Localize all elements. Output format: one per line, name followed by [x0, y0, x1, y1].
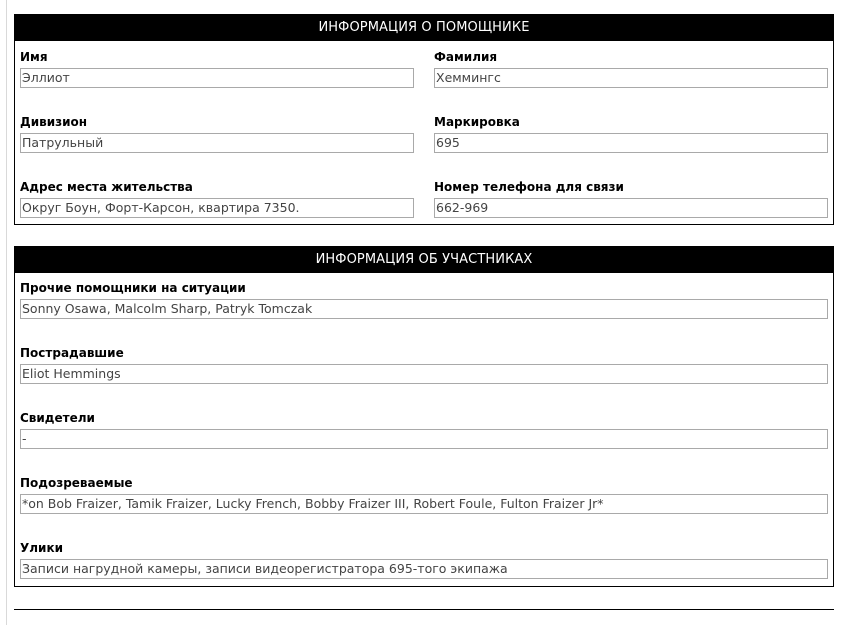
- witnesses-label: Свидетели: [20, 411, 95, 425]
- other-helpers-field-group: [20, 280, 828, 319]
- last-name-label: Фамилия: [434, 50, 498, 64]
- victims-label: Пострадавшие: [20, 346, 124, 360]
- helper-info-header: ИНФОРМАЦИЯ О ПОМОЩНИКЕ: [15, 15, 833, 41]
- division-label: Дивизион: [20, 115, 88, 129]
- marking-label: Маркировка: [434, 115, 520, 129]
- suspects-label: Подозреваемые: [20, 476, 133, 490]
- evidence-field-group: [20, 540, 828, 579]
- last-name-input[interactable]: Хеммингс: [434, 68, 828, 88]
- division-input[interactable]: Патрульный: [20, 133, 414, 153]
- evidence-label: Улики: [20, 541, 64, 555]
- next-section-divider: [14, 609, 834, 610]
- phone-label: Номер телефона для связи: [434, 180, 624, 194]
- victims-field-group: [20, 345, 828, 384]
- marking-input[interactable]: 695: [434, 133, 828, 153]
- helper-info-panel: [14, 14, 834, 225]
- witnesses-field-group: [20, 410, 828, 449]
- victims-input[interactable]: Eliot Hemmings: [20, 364, 828, 384]
- witnesses-input[interactable]: -: [20, 429, 828, 449]
- address-field-group: [20, 179, 414, 218]
- other-helpers-label: Прочие помощники на ситуации: [20, 281, 246, 295]
- participants-info-header: ИНФОРМАЦИЯ ОБ УЧАСТНИКАХ: [15, 247, 833, 273]
- phone-input[interactable]: 662-969: [434, 198, 828, 218]
- first-name-field-group: [20, 49, 414, 88]
- address-label: Адрес места жительства: [20, 180, 193, 194]
- address-input[interactable]: Округ Боун, Форт-Карсон, квартира 7350.: [20, 198, 414, 218]
- first-name-input[interactable]: Эллиот: [20, 68, 414, 88]
- evidence-input[interactable]: Записи нагрудной камеры, записи видеорегистратора 695-того экипажа: [20, 559, 828, 579]
- phone-field-group: [434, 179, 828, 218]
- last-name-field-group: [434, 49, 828, 88]
- marking-field-group: [434, 114, 828, 153]
- page-left-border: [6, 0, 7, 625]
- division-field-group: [20, 114, 414, 153]
- suspects-field-group: [20, 475, 828, 514]
- suspects-input[interactable]: *on Bob Fraizer, Tamik Fraizer, Lucky French, Bobby Fraizer III, Robert Foule, Fulton Fraizer Jr*: [20, 494, 828, 514]
- first-name-label: Имя: [20, 50, 48, 64]
- participants-info-panel: [14, 246, 834, 587]
- other-helpers-input[interactable]: Sonny Osawa, Malcolm Sharp, Patryk Tomczak: [20, 299, 828, 319]
